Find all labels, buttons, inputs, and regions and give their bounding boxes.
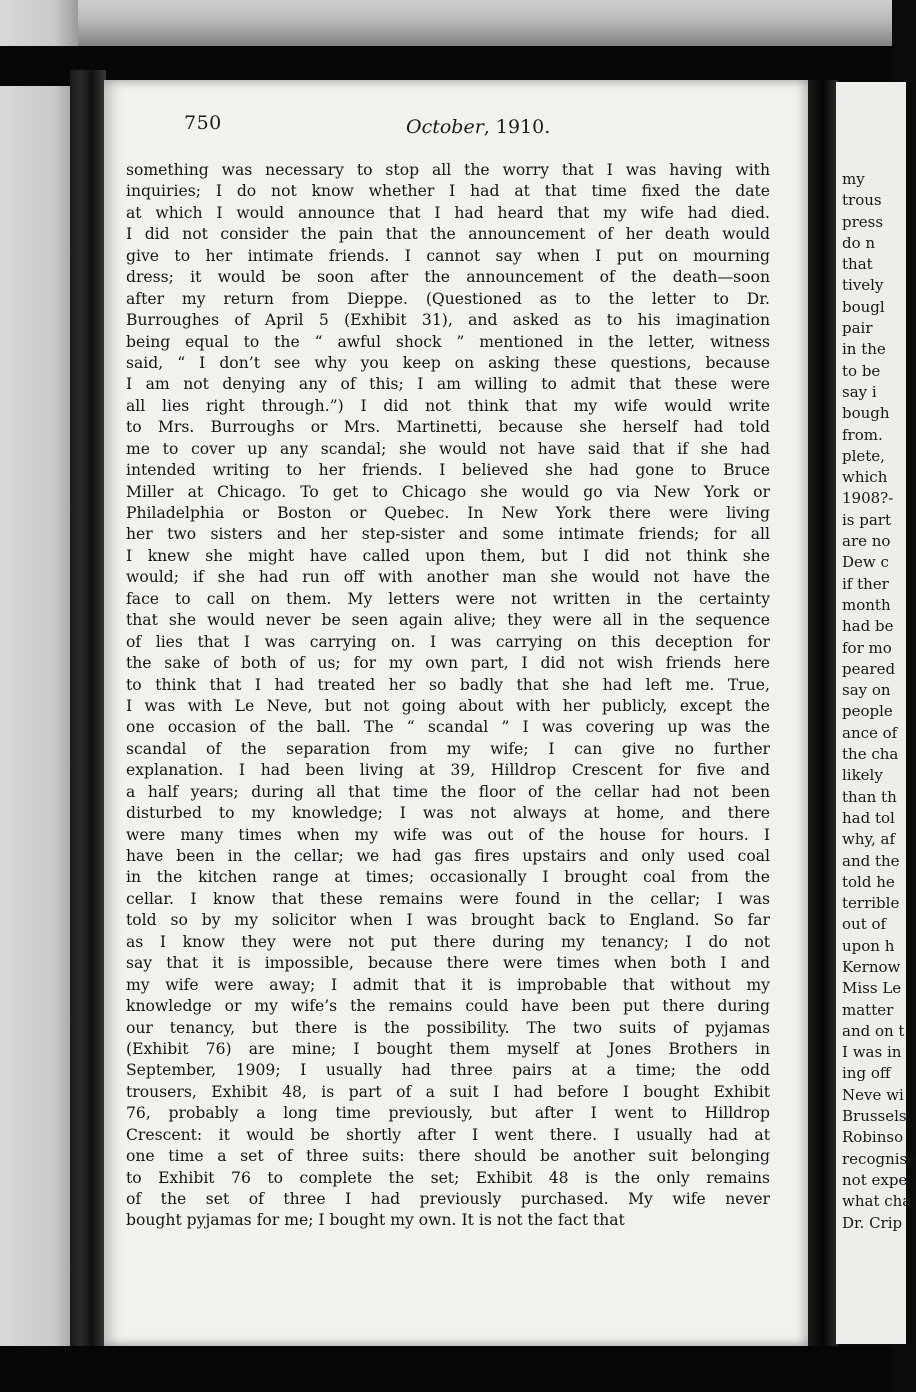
text-line: would; if she had run off with another man she would not have the bbox=[126, 568, 770, 587]
text-line: all lies right through.”) I did not think that my wife would write bbox=[126, 396, 770, 415]
text-line: being equal to the “ awful shock ” mentioned in the letter, witness bbox=[126, 332, 770, 351]
text-line: at which I would announce that I had heard that my wife had died. bbox=[126, 203, 770, 222]
right-page-fragment: people bbox=[842, 702, 893, 721]
book-spine bbox=[70, 70, 106, 1360]
right-page-fragment: which bbox=[842, 468, 888, 487]
text-line: Burroughes of April 5 (Exhibit 31), and asked as to his imagination bbox=[126, 311, 770, 330]
text-line: one occasion of the ball. The “ scandal ” I was covering up was the bbox=[126, 718, 770, 737]
right-page-fragment: and the bbox=[842, 851, 900, 870]
text-line: Crescent: it would be shortly after I went there. I usually had at bbox=[126, 1125, 770, 1144]
right-page-fragment: in the bbox=[842, 340, 886, 359]
text-line: September, 1909; I usually had three pairs at a time; the odd bbox=[126, 1061, 770, 1080]
right-page-fragment: my bbox=[842, 170, 865, 188]
left-page-text bbox=[126, 160, 770, 1232]
text-line: face to call on them. My letters were not written in the certainty bbox=[126, 589, 770, 608]
text-line: say that it is impossible, because there were times when both I and bbox=[126, 954, 770, 973]
book-gutter bbox=[808, 80, 838, 1346]
text-line: trousers, Exhibit 48, is part of a suit I had before I bought Exhibit bbox=[126, 1082, 770, 1101]
right-page-fragment: likely bbox=[842, 766, 883, 785]
running-head-year: , 1910. bbox=[483, 116, 551, 138]
right-page-fragment: Neve wi bbox=[842, 1085, 904, 1104]
right-page-fragment: month bbox=[842, 595, 891, 614]
right-page-fragment: ance of bbox=[842, 723, 898, 742]
right-page-fragment: if ther bbox=[842, 574, 889, 593]
right-page-fragment: to be bbox=[842, 361, 881, 380]
right-page-fragment: from. bbox=[842, 425, 883, 444]
right-page-fragment: that bbox=[842, 255, 873, 274]
right-page-fragment: out of bbox=[842, 915, 887, 934]
text-line: knowledge or my wife’s the remains could have been put there during bbox=[126, 997, 770, 1016]
right-page-fragment: Dew c bbox=[842, 553, 889, 572]
right-page-fragment: 1908?- bbox=[842, 489, 894, 508]
right-page-fragment: why, af bbox=[842, 830, 896, 849]
page-header bbox=[184, 112, 744, 144]
text-line: I am not denying any of this; I am willing to admit that these were bbox=[126, 375, 770, 394]
right-page-fragment: pair bbox=[842, 319, 873, 338]
text-line: cellar. I know that these remains were found in the cellar; I was bbox=[126, 889, 770, 908]
right-page-fragment: the cha bbox=[842, 745, 899, 764]
text-line: (Exhibit 76) are mine; I bought them myself at Jones Brothers in bbox=[126, 1039, 770, 1058]
right-page-fragment: peared bbox=[842, 659, 896, 678]
right-page-fragment: is part bbox=[842, 510, 892, 529]
right-page-fragment: than th bbox=[842, 787, 897, 806]
scan-left-edge bbox=[0, 0, 78, 1392]
right-page-fragment: Brussels bbox=[842, 1107, 907, 1126]
text-line: explanation. I had been living at 39, Hilldrop Crescent for five and bbox=[126, 761, 770, 780]
text-line: to Exhibit 76 to complete the set; Exhibit 48 is the only remains bbox=[126, 1168, 770, 1187]
right-page-fragment: press bbox=[842, 212, 884, 231]
text-line: something was necessary to stop all the worry that I was having with bbox=[126, 161, 770, 179]
right-page bbox=[836, 82, 916, 1344]
text-line: her two sisters and her step-sister and some intimate friends; for all bbox=[126, 525, 770, 544]
right-page-fragment: had tol bbox=[842, 808, 895, 827]
text-line: bought pyjamas for me; I bought my own. It is not the fact that bbox=[126, 1211, 625, 1230]
running-head bbox=[406, 116, 550, 138]
scan-top-edge bbox=[0, 0, 892, 50]
right-page-fragment: tively bbox=[842, 276, 884, 295]
right-page-fragment: for mo bbox=[842, 638, 892, 657]
book-bottom-shadow bbox=[0, 1346, 892, 1392]
text-line: that she would never be seen again alive; they were all in the sequence bbox=[126, 611, 770, 630]
text-line: to Mrs. Burroughs or Mrs. Martinetti, because she herself had told bbox=[126, 418, 770, 437]
right-page-fragment: bougl bbox=[842, 297, 885, 316]
right-page-fragment: I was in bbox=[842, 1043, 902, 1062]
right-page-fragment: trous bbox=[842, 191, 882, 210]
text-line: as I know they were not put there during my tenancy; I do not bbox=[126, 932, 770, 951]
right-page-fragment: what cha bbox=[842, 1192, 912, 1211]
right-page-fragment: plete, bbox=[842, 446, 885, 465]
text-line: me to cover up any scandal; she would not have said that if she had bbox=[126, 439, 770, 458]
text-line: scandal of the separation from my wife; I can give no further bbox=[126, 739, 770, 758]
right-page-fragment: Robinso bbox=[842, 1128, 904, 1147]
text-line: disturbed to my knowledge; I was not always at home, and there bbox=[126, 804, 770, 823]
text-line: told so by my solicitor when I was brought back to England. So far bbox=[126, 911, 770, 930]
text-line: 76, probably a long time previously, but after I went to Hilldrop bbox=[126, 1104, 770, 1123]
right-page-fragment: and on t bbox=[842, 1021, 905, 1040]
right-page-fragment: ing off bbox=[842, 1064, 891, 1083]
text-line: one time a set of three suits: there should be another suit belonging bbox=[126, 1147, 770, 1166]
text-line: of lies that I was carrying on. I was carrying on this deception for bbox=[126, 632, 770, 651]
text-line: our tenancy, but there is the possibility. The two suits of pyjamas bbox=[126, 1018, 770, 1037]
text-line: the sake of both of us; for my own part, I did not wish friends here bbox=[126, 654, 770, 673]
right-page-fragment: Miss Le bbox=[842, 979, 902, 998]
right-page-fragment: say on bbox=[842, 681, 891, 700]
right-page-fragment: matter bbox=[842, 1000, 894, 1019]
right-page-fragment: had be bbox=[842, 617, 894, 636]
text-line: my wife were away; I admit that it is improbable that without my bbox=[126, 975, 770, 994]
text-line: to think that I had treated her so badly that she had left me. True, bbox=[126, 675, 770, 694]
right-page-fragment: not expe bbox=[842, 1170, 908, 1189]
right-page-fragment: terrible bbox=[842, 894, 900, 913]
right-page-fragment: do n bbox=[842, 233, 876, 252]
right-page-fragment: are no bbox=[842, 532, 891, 551]
text-line: I was with Le Neve, but not going about with her publicly, except the bbox=[126, 696, 770, 715]
text-line: give to her intimate friends. I cannot say when I put on mourning bbox=[126, 246, 770, 265]
text-line: of the set of three I had previously purchased. My wife never bbox=[126, 1190, 770, 1208]
text-line: dress; it would be soon after the announcement of the death—soon bbox=[126, 268, 770, 287]
right-page-fragment: Dr. Crip bbox=[842, 1213, 903, 1232]
text-line: intended writing to her friends. I believed she had gone to Bruce bbox=[126, 461, 770, 480]
text-line: have been in the cellar; we had gas fires upstairs and only used coal bbox=[126, 847, 770, 865]
text-line: I did not consider the pain that the announcement of her death would bbox=[126, 225, 770, 244]
right-page-fragment: say i bbox=[842, 382, 877, 401]
running-head-month: October bbox=[406, 116, 484, 138]
text-line: I knew she might have called upon them, but I did not think she bbox=[126, 546, 770, 565]
text-line: said, “ I don’t see why you keep on asking these questions, because bbox=[126, 353, 770, 372]
right-page-fragment: bough bbox=[842, 404, 890, 423]
right-page-fragment: told he bbox=[842, 872, 895, 891]
page-number: 750 bbox=[184, 112, 222, 134]
right-page-fragment: recognise bbox=[842, 1149, 916, 1168]
text-line: were many times when my wife was out of the house for hours. I bbox=[126, 825, 770, 844]
right-page-text bbox=[836, 169, 916, 1234]
text-line: inquiries; I do not know whether I had at that time fixed the date bbox=[126, 182, 770, 201]
right-page-fragment: upon h bbox=[842, 936, 895, 955]
text-line: in the kitchen range at times; occasionally I brought coal from the bbox=[126, 868, 770, 887]
text-line: Philadelphia or Boston or Quebec. In New York there were living bbox=[126, 504, 770, 522]
text-line: after my return from Dieppe. (Questioned as to the letter to Dr. bbox=[126, 289, 770, 308]
text-line: Miller at Chicago. To get to Chicago she would go via New York or bbox=[126, 482, 770, 501]
text-line: a half years; during all that time the floor of the cellar had not been bbox=[126, 782, 770, 801]
right-page-fragment: Kernow bbox=[842, 957, 901, 976]
